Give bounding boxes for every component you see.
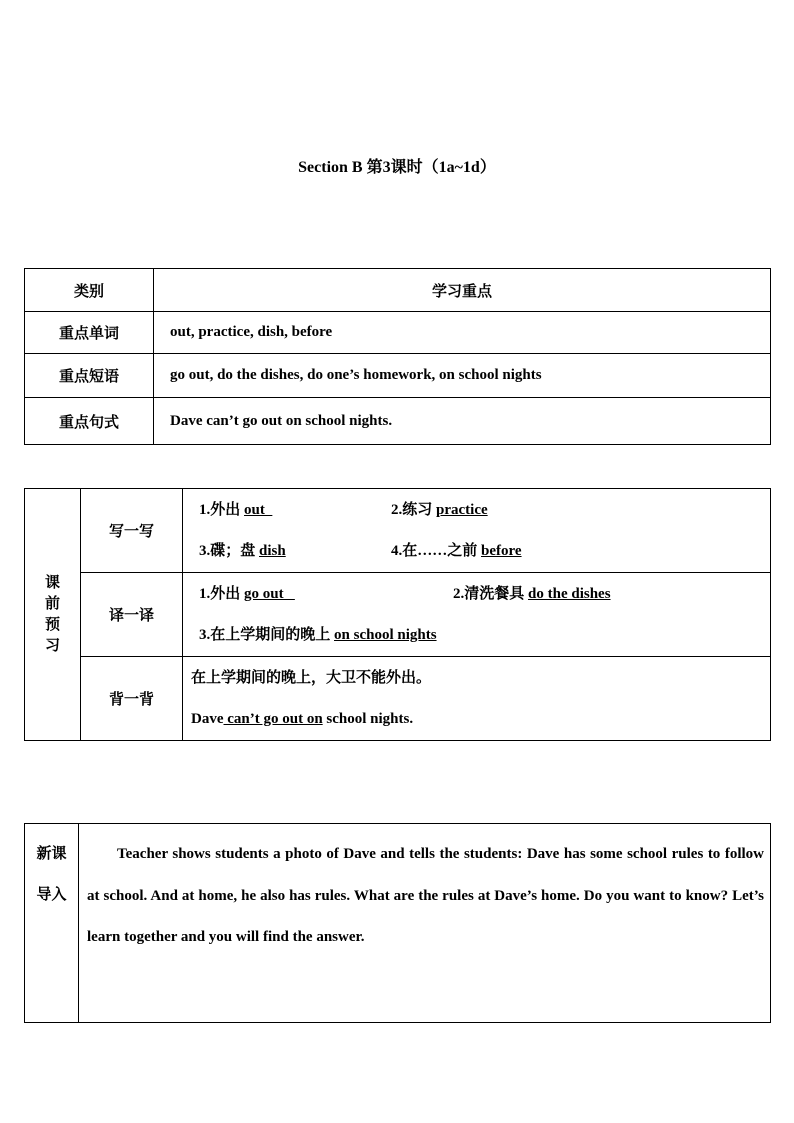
recite-sentence: Dave can’t go out on school nights. — [191, 710, 414, 727]
preview-side-label: 课 前 预 习 — [25, 489, 81, 741]
recite-content — [183, 657, 771, 741]
translate-content — [183, 573, 771, 657]
row-category: 重点短语 — [25, 354, 154, 398]
row-category: 重点单词 — [25, 312, 154, 354]
page-title: Section B 第3课时（1a~1d） — [298, 159, 496, 176]
focus-table-header — [25, 269, 771, 312]
table-row — [25, 312, 771, 354]
recite-chinese: 在上学期间的晚上，大卫不能外出。 — [191, 669, 432, 686]
recite-label: 背一背 — [81, 657, 183, 741]
header-focus: 学习重点 — [154, 269, 771, 312]
row-content: Dave can’t go out on school nights. — [154, 398, 771, 445]
answer: on school nights — [334, 626, 437, 643]
answer: go out — [244, 585, 295, 602]
intro-table — [24, 823, 771, 1023]
translate-label: 译一译 — [81, 573, 183, 657]
row-content: out, practice, dish, before — [154, 312, 771, 354]
intro-label: 新课 导入 — [25, 824, 79, 1023]
write-content — [183, 489, 771, 573]
row-content: go out, do the dishes, do one’s homework, on school nights — [154, 354, 771, 398]
header-category: 类别 — [25, 269, 154, 312]
answer: practice — [436, 501, 488, 518]
answer: do the dishes — [528, 585, 611, 602]
recite-row — [25, 657, 771, 741]
write-label: 写一写 — [81, 489, 183, 573]
table-row — [25, 398, 771, 445]
write-line-2: 3.碟；盘 dish 4.在……之前 before — [199, 542, 522, 559]
translate-line-2: 3.在上学期间的晚上 on school nights — [199, 626, 437, 643]
answer: dish — [259, 542, 286, 559]
translate-line-1: 1.外出 go out 2.清洗餐具 do the dishes — [199, 585, 611, 602]
row-category: 重点句式 — [25, 398, 154, 445]
table-row — [25, 354, 771, 398]
preview-table — [24, 488, 771, 741]
write-line-1: 1.外出 out 2.练习 practice — [199, 501, 488, 518]
answer: before — [481, 542, 522, 559]
intro-text: Teacher shows students a photo of Dave and tells the students: Dave has some school rules to follow at school. And at home, he also has rules. What are the rules at Dave’s home. Do you want to know? Let’s learn together and you will find the answer. — [79, 824, 771, 1023]
focus-table — [24, 268, 771, 445]
translate-row — [25, 573, 771, 657]
answer: can’t go out on — [223, 710, 323, 727]
answer: out — [244, 501, 273, 518]
write-row — [25, 489, 771, 573]
